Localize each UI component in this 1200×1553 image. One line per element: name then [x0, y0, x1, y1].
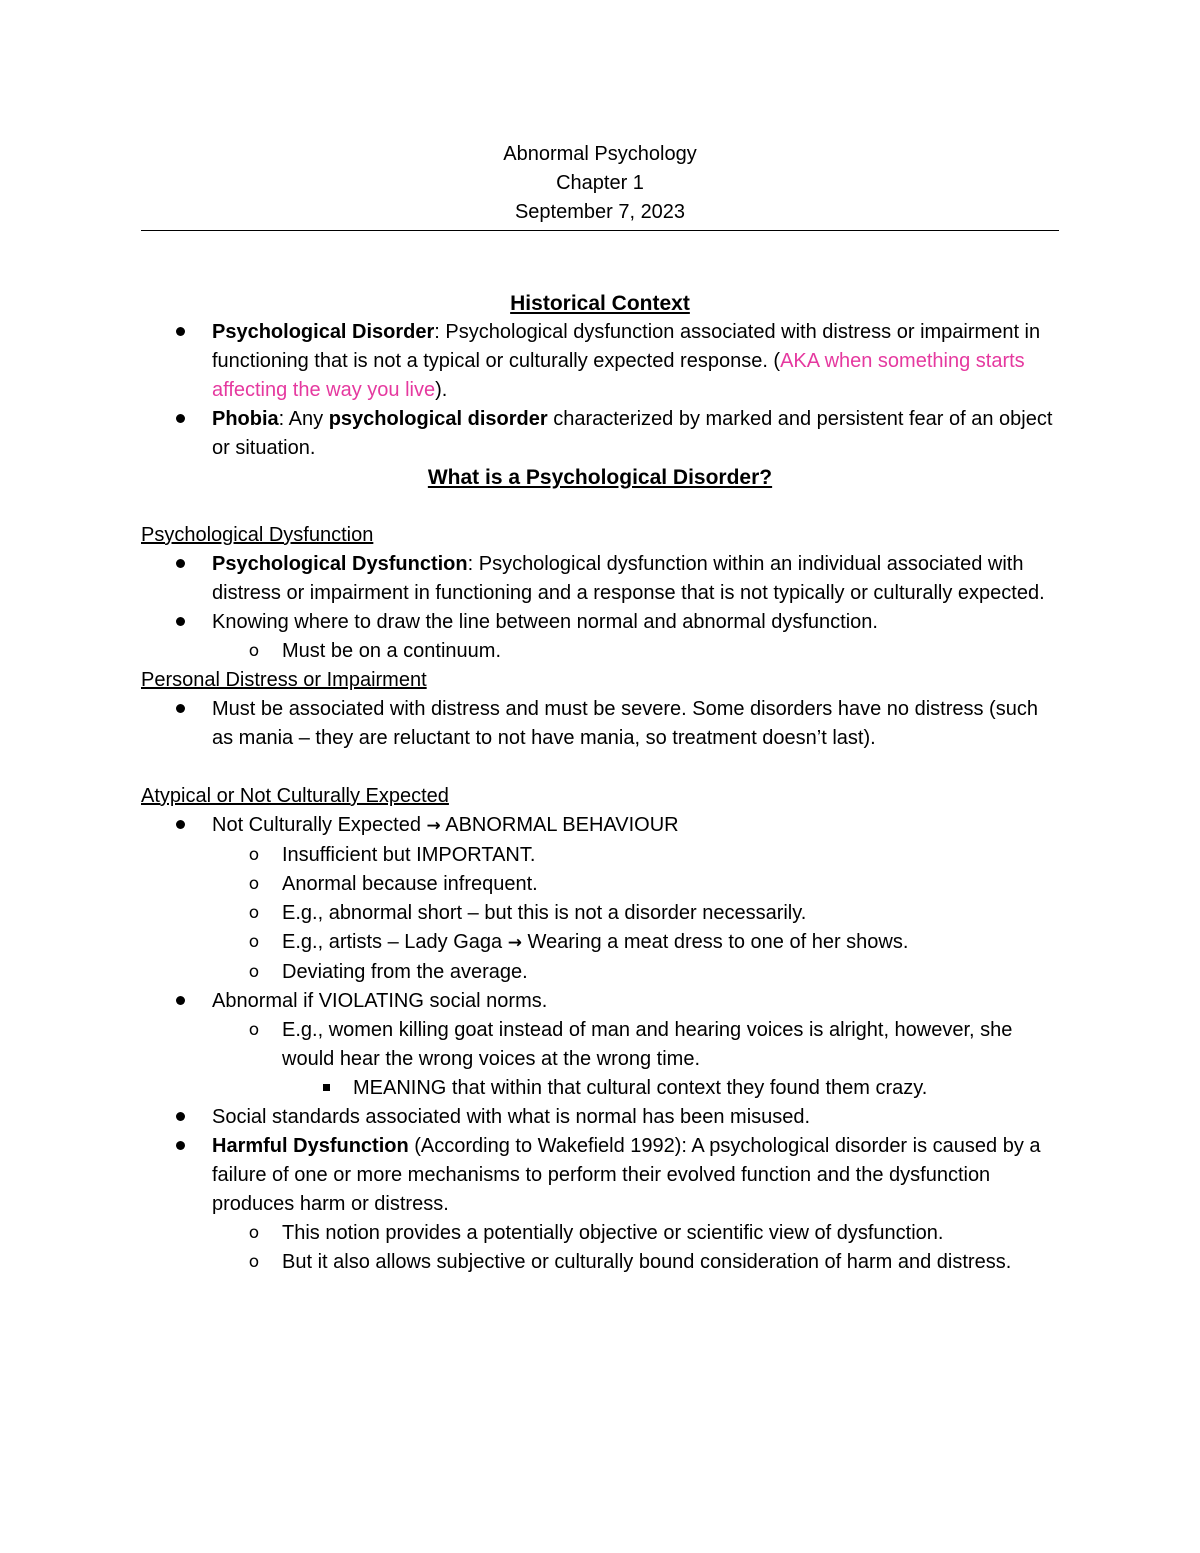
sub-list-item: o E.g., abnormal short – but this is not a disorder necessarily.: [141, 899, 1059, 928]
document-date: September 7, 2023: [514, 201, 686, 223]
circle-bullet-icon: o: [248, 1020, 260, 1040]
bullet-icon: [170, 405, 190, 434]
bullet-icon: [170, 1132, 190, 1161]
sub-list-item: o Deviating from the average.: [141, 958, 1059, 987]
subheading-personal-distress: Personal Distress or Impairment: [141, 669, 427, 691]
bullet-icon: [170, 608, 190, 637]
subheading-psychological-dysfunction: Psychological Dysfunction: [141, 524, 374, 546]
course-title: Abnormal Psychology: [503, 143, 697, 165]
square-bullet-icon: [316, 1074, 336, 1103]
circle-bullet-icon: o: [248, 962, 260, 982]
bullet-icon: [170, 695, 190, 724]
list-item: Phobia: Any psychological disorder characterized by marked and persistent fear of an object or situation.: [141, 405, 1059, 463]
bullet-icon: [170, 550, 190, 579]
list-item: Social standards associated with what is normal has been misused.: [141, 1103, 1059, 1132]
sub-sub-list-item: MEANING that within that cultural context they found them crazy.: [141, 1074, 1059, 1103]
circle-bullet-icon: o: [248, 874, 260, 894]
circle-bullet-icon: o: [248, 1252, 260, 1272]
circle-bullet-icon: o: [248, 1223, 260, 1243]
sub-list-item: o Must be on a continuum.: [141, 637, 1059, 666]
list-item: Psychological Dysfunction: Psychological dysfunction within an individual associated with distress or impairment in functioning and a response that is not typically or culturally expected.: [141, 550, 1059, 608]
circle-bullet-icon: o: [248, 641, 260, 661]
heading-historical-context: Historical Context: [510, 292, 690, 315]
document-page: [141, 140, 1059, 1277]
term: Psychological Disorder: [212, 321, 435, 343]
sub-list-item: o E.g., artists – Lady Gaga → Wearing a meat dress to one of her shows.: [141, 928, 1059, 958]
bullet-icon: [170, 318, 190, 347]
sub-list-item: o Insufficient but IMPORTANT.: [141, 841, 1059, 870]
term: Phobia: [212, 408, 279, 430]
circle-bullet-icon: o: [248, 845, 260, 865]
bullet-icon: [170, 1103, 190, 1132]
arrow-right-icon: →: [507, 933, 522, 953]
sub-list-item: o This notion provides a potentially objective or scientific view of dysfunction.: [141, 1219, 1059, 1248]
list-dysfunction: [141, 550, 1059, 666]
document-header: [141, 140, 1059, 227]
list-item: Must be associated with distress and must be severe. Some disorders have no distress (such as mania – they are reluctant to not have mania, so treatment doesn’t last).: [141, 695, 1059, 753]
sub-list-item: o But it also allows subjective or culturally bound consideration of harm and distress.: [141, 1248, 1059, 1277]
arrow-right-icon: →: [426, 816, 441, 836]
sub-list-item: o Anormal because infrequent.: [141, 870, 1059, 899]
bullet-icon: [170, 811, 190, 840]
circle-bullet-icon: o: [248, 932, 260, 952]
highlight-note: AKA when something starts affecting the way you live: [212, 350, 1025, 401]
heading-what-is-disorder: What is a Psychological Disorder?: [427, 466, 773, 489]
list-item: Psychological Disorder: Psychological dysfunction associated with distress or impairment in functioning that is not a typical or culturally expected response. (AKA when something starts affecting the way you live).: [141, 318, 1059, 405]
list-distress: [141, 695, 1059, 753]
term: Psychological Dysfunction: [212, 553, 468, 575]
chapter-title: Chapter 1: [556, 172, 644, 194]
list-historical: [141, 318, 1059, 463]
list-item: Harmful Dysfunction (According to Wakefield 1992): A psychological disorder is caused by a failure of one or more mechanisms to perform their evolved function and the dysfunction produces harm or distress.: [141, 1132, 1059, 1219]
term: Harmful Dysfunction: [212, 1135, 409, 1157]
list-item: Abnormal if VIOLATING social norms.: [141, 987, 1059, 1016]
sub-list-item: o E.g., women killing goat instead of man and hearing voices is alright, however, she would hear the wrong voices at the wrong time.: [141, 1016, 1059, 1074]
list-atypical: [141, 811, 1059, 1277]
list-item: Not Culturally Expected → ABNORMAL BEHAVIOUR: [141, 811, 1059, 841]
subheading-atypical: Atypical or Not Culturally Expected: [141, 785, 449, 807]
circle-bullet-icon: o: [248, 903, 260, 923]
list-item: Knowing where to draw the line between normal and abnormal dysfunction.: [141, 608, 1059, 637]
bullet-icon: [170, 987, 190, 1016]
